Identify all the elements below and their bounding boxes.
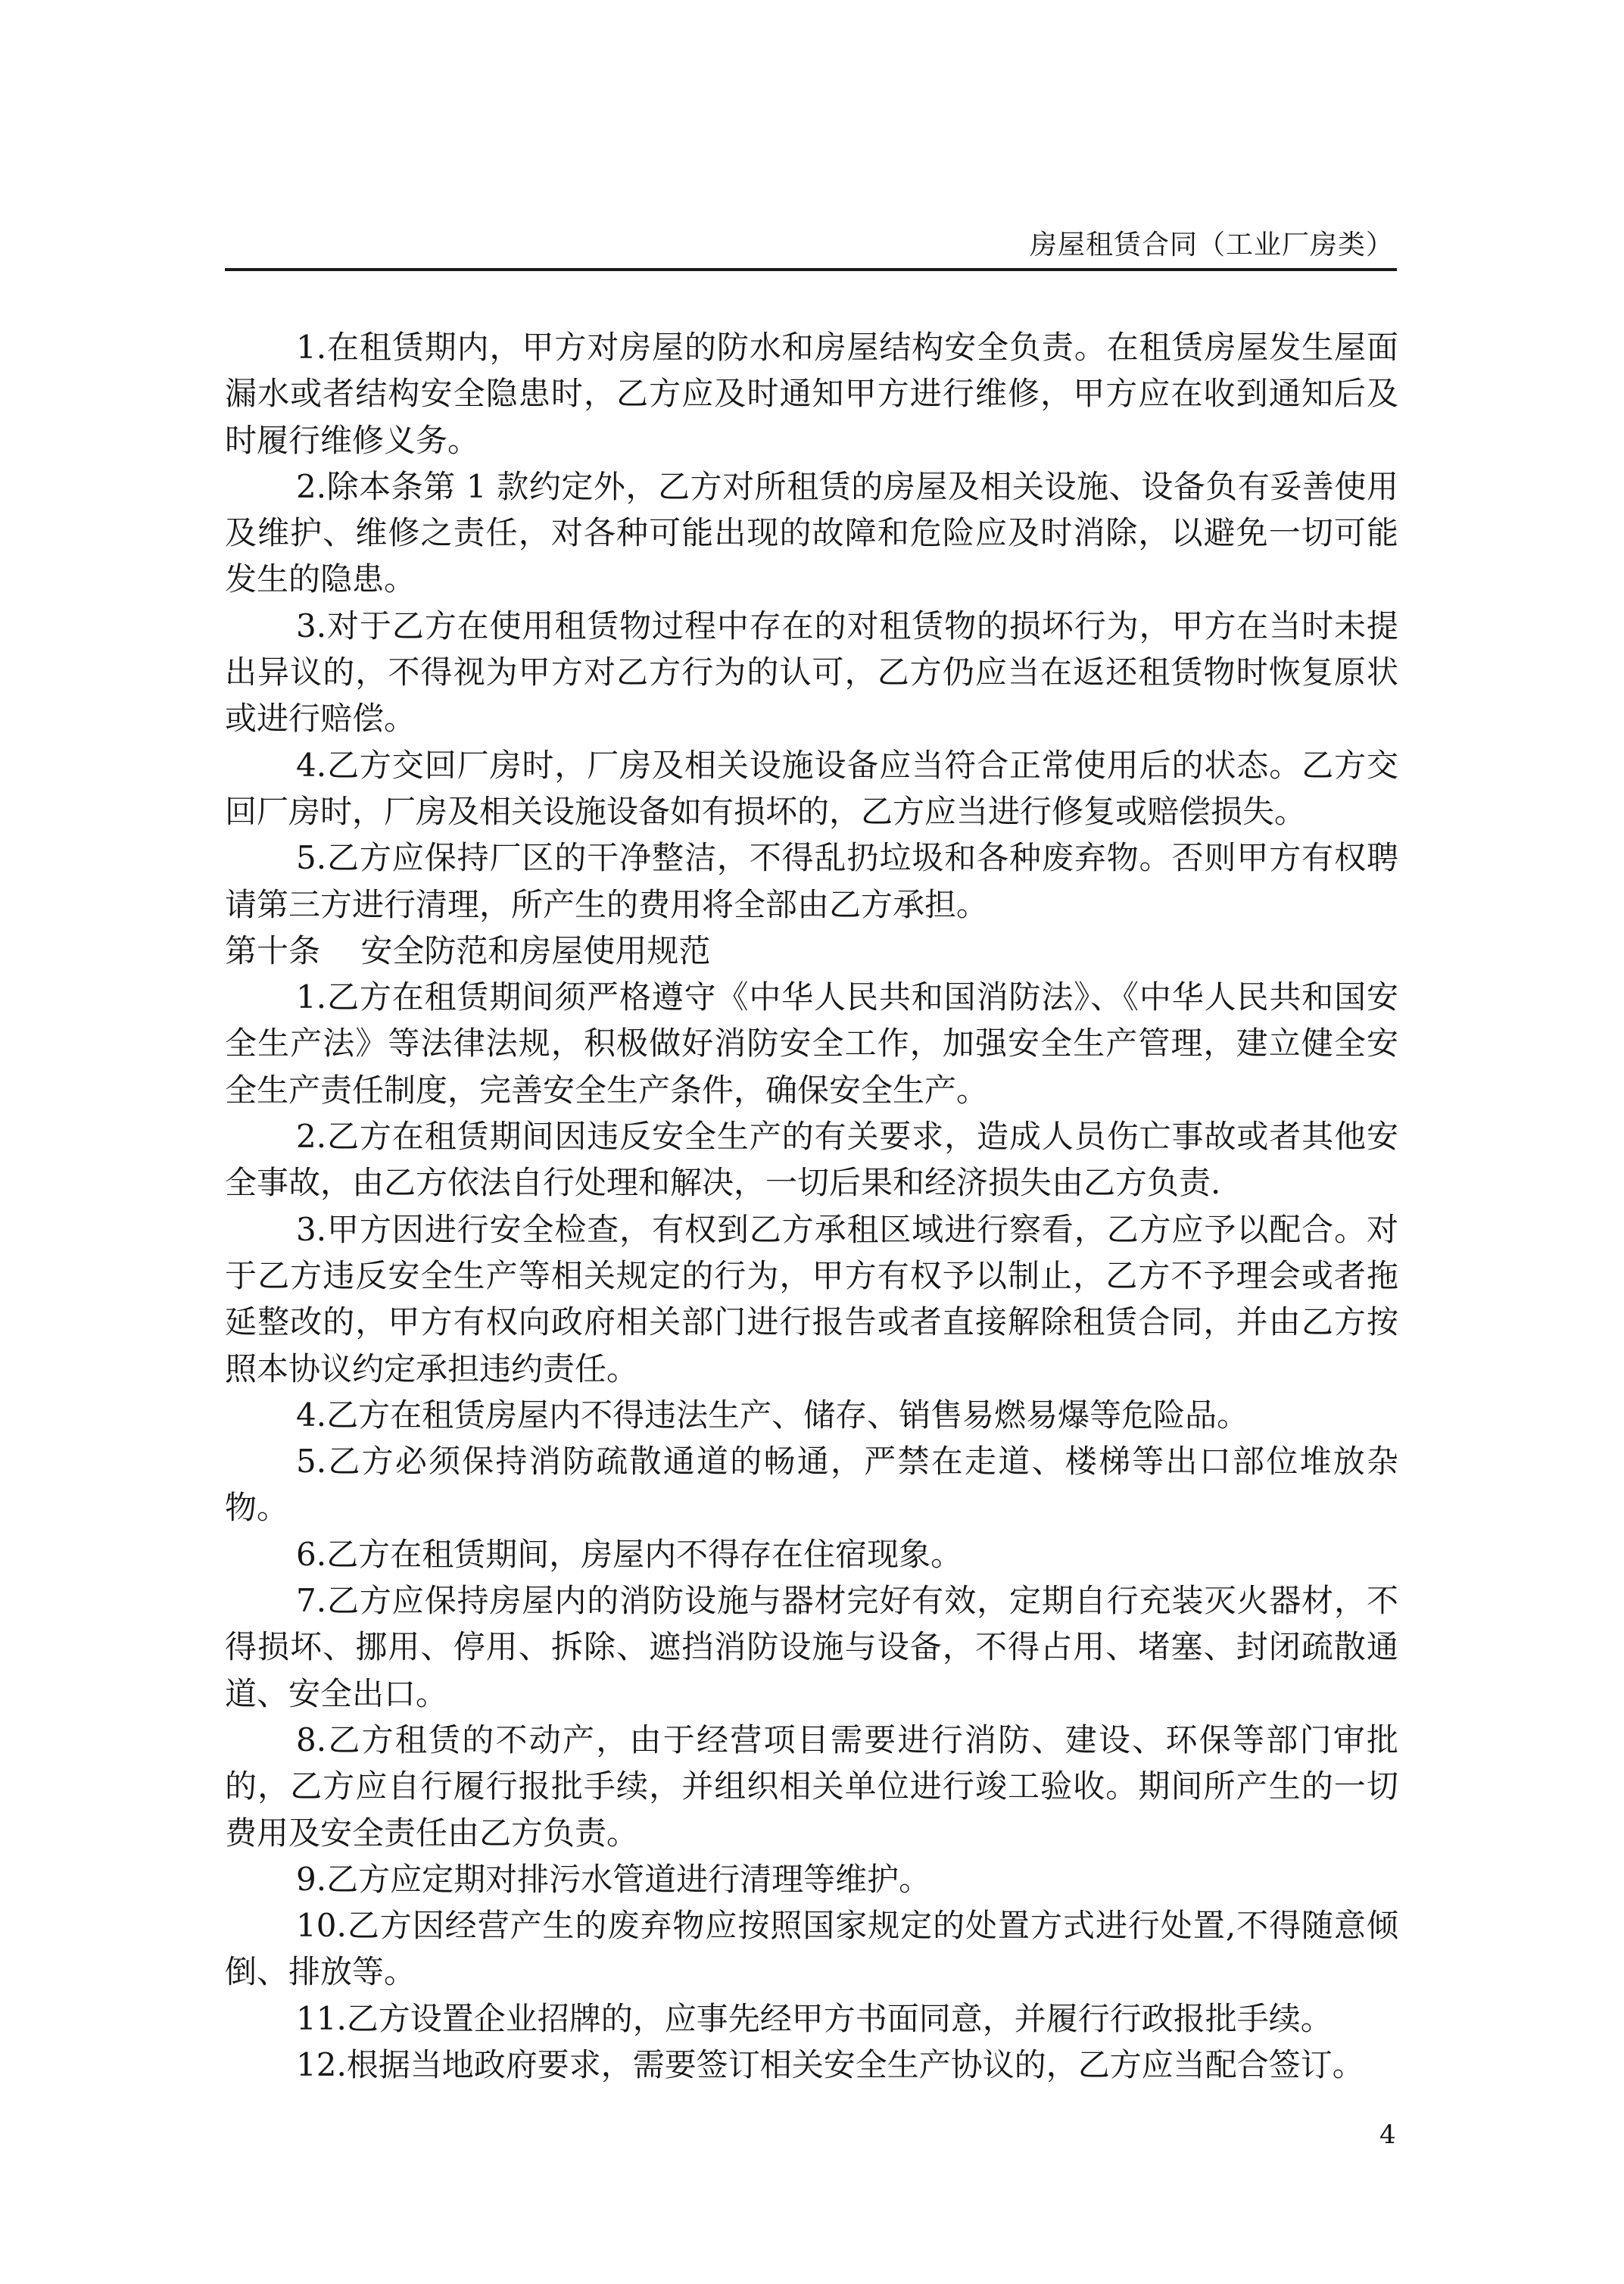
section-item: 1.乙方在租赁期间须严格遵守《中华人民共和国消防法》、《中华人民共和国安全生产法》等法律法规，积极做好消防安全工作，加强安全生产管理，建立健全安全生产责任制度，完善安全生产条件，确保安全生产。	[225, 978, 1398, 1109]
section-item: 8.乙方租赁的不动产，由于经营项目需要进行消防、建设、环保等部门审批的，乙方应自行履行报批手续，并组织相关单位进行竣工验收。期间所产生的一切费用及安全责任由乙方负责。	[225, 1721, 1398, 1852]
clause-paragraph: 4.乙方交回厂房时，厂房及相关设施设备应当符合正常使用后的状态。乙方交回厂房时，厂房及相关设施设备如有损坏的，乙方应当进行修复或赔偿损失。	[225, 746, 1398, 830]
section-item: 10.乙方因经营产生的废弃物应按照国家规定的处置方式进行处置,不得随意倾倒、排放等。	[225, 1907, 1398, 1991]
section-item: 6.乙方在租赁期间，房屋内不得存在住宿现象。	[296, 1535, 963, 1573]
section-item: 9.乙方应定期对排污水管道进行清理等维护。	[296, 1860, 931, 1898]
section-item: 12.根据当地政府要求，需要签订相关安全生产协议的，乙方应当配合签订。	[296, 2045, 1364, 2083]
section-heading: 第十条 安全防范和房屋使用规范	[225, 931, 711, 969]
clause-paragraph: 3.对于乙方在使用租赁物过程中存在的对租赁物的损坏行为，甲方在当时未提出异议的，不得视为甲方对乙方行为的认可，乙方仍应当在返还租赁物时恢复原状或进行赔偿。	[225, 607, 1398, 738]
clause-paragraph: 2.除本条第 1 款约定外，乙方对所租赁的房屋及相关设施、设备负有妥善使用及维护、维修之责任，对各种可能出现的故障和危险应及时消除，以避免一切可能发生的隐患。	[225, 467, 1398, 598]
section-item: 4.乙方在租赁房屋内不得违法生产、储存、销售易燃易爆等危险品。	[296, 1396, 1249, 1434]
section-item: 3.甲方因进行安全检查，有权到乙方承租区域进行察看，乙方应予以配合。对于乙方违反安全生产等相关规定的行为，甲方有权予以制止，乙方不予理会或者拖延整改的，甲方有权向政府相关部门进行报告或者直接解除租赁合同，并由乙方按照本协议约定承担违约责任。	[225, 1210, 1398, 1387]
section-item: 2.乙方在租赁期间因违反安全生产的有关要求，造成人员伤亡事故或者其他安全事故，由乙方依法自行处理和解决，一切后果和经济损失由乙方负责.	[225, 1118, 1398, 1202]
page-number: 4	[1379, 2120, 1396, 2150]
clause-paragraph: 5.乙方应保持厂区的干净整洁，不得乱扔垃圾和各种废弃物。否则甲方有权聘请第三方进行清理，所产生的费用将全部由乙方承担。	[225, 839, 1398, 923]
page-header	[225, 226, 1397, 271]
section-item: 11.乙方设置企业招牌的，应事先经甲方书面同意，并履行行政报批手续。	[296, 1999, 1333, 2037]
clause-paragraph: 1.在租赁期内，甲方对房屋的防水和房屋结构安全负责。在租赁房屋发生屋面漏水或者结构安全隐患时，乙方应及时通知甲方进行维修，甲方应在收到通知后及时履行维修义务。	[225, 329, 1398, 459]
document-body	[225, 324, 1398, 2088]
document-title: 房屋租赁合同（工业厂房类）	[1029, 229, 1394, 261]
section-item: 5.乙方必须保持消防疏散通道的畅通，严禁在走道、楼梯等出口部位堆放杂物。	[225, 1443, 1398, 1527]
section-item: 7.乙方应保持房屋内的消防设施与器材完好有效，定期自行充装灭火器材，不得损坏、挪用、停用、拆除、遮挡消防设施与设备，不得占用、堵塞、封闭疏散通道、安全出口。	[225, 1582, 1398, 1712]
